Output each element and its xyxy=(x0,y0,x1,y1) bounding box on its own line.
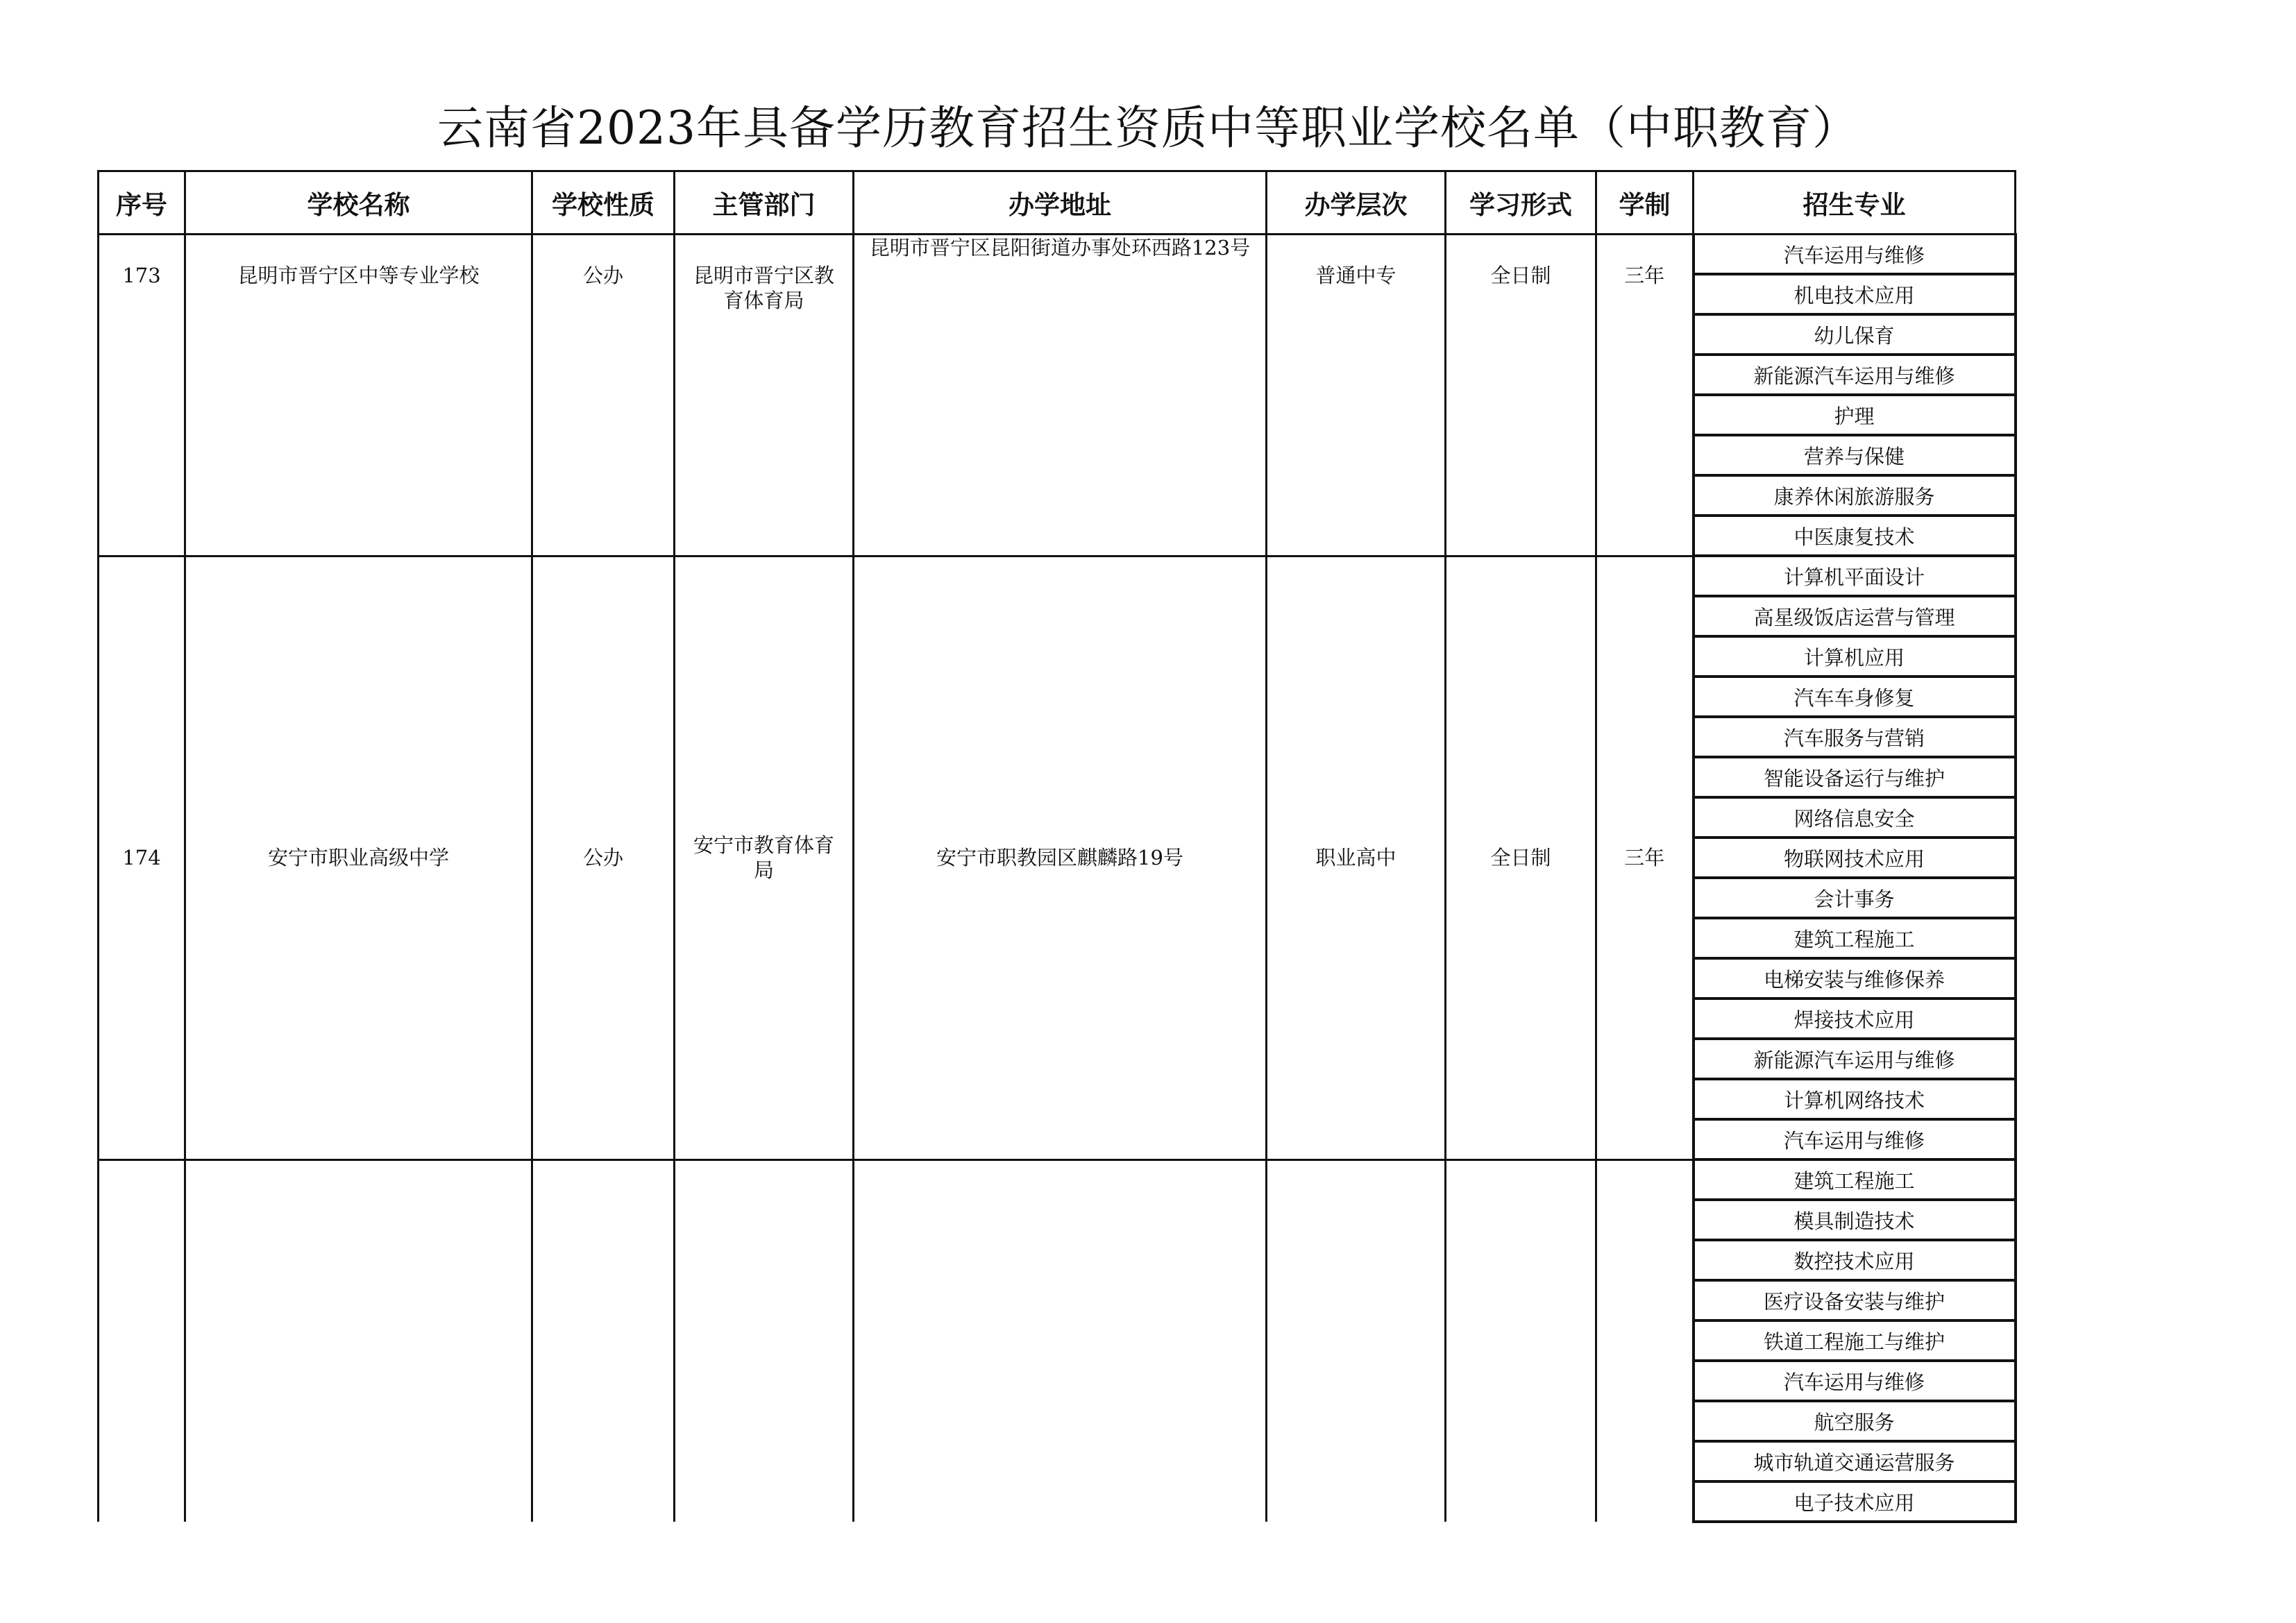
school-address: 安宁市职教园区麒麟路19号 xyxy=(854,556,1267,1159)
major-cell: 数控技术应用 xyxy=(1694,1240,2016,1280)
major-cell: 建筑工程施工 xyxy=(1694,1159,2016,1200)
school-seq: 173 xyxy=(99,235,185,556)
major-cell: 智能设备运行与维护 xyxy=(1694,757,2016,797)
header-department: 主管部门 xyxy=(675,171,854,235)
major-cell: 机电技术应用 xyxy=(1694,274,2016,314)
school-level: 职业高中 xyxy=(1267,556,1446,1159)
major-cell: 建筑工程施工 xyxy=(1694,918,2016,958)
table-row xyxy=(99,1159,2016,1200)
major-cell: 汽车运用与维修 xyxy=(1694,235,2016,275)
school-duration xyxy=(1596,1159,1694,1522)
school-address: 昆明市晋宁区昆阳街道办事处环西路123号 xyxy=(854,235,1267,556)
major-cell: 计算机应用 xyxy=(1694,636,2016,677)
header-school-type: 学校性质 xyxy=(532,171,675,235)
header-seq: 序号 xyxy=(99,171,185,235)
school-department: 安宁市教育体育局 xyxy=(675,556,854,1159)
header-school-name: 学校名称 xyxy=(185,171,532,235)
major-cell: 护理 xyxy=(1694,395,2016,435)
school-address xyxy=(854,1159,1267,1522)
school-department xyxy=(675,1159,854,1522)
major-cell: 幼儿保育 xyxy=(1694,314,2016,355)
school-name: 昆明市晋宁区中等专业学校 xyxy=(185,235,532,556)
school-study-form xyxy=(1446,1159,1596,1522)
school-type xyxy=(532,1159,675,1522)
school-type: 公办 xyxy=(532,556,675,1159)
major-cell: 计算机网络技术 xyxy=(1694,1079,2016,1119)
table-row xyxy=(99,235,2016,275)
header-level: 办学层次 xyxy=(1267,171,1446,235)
header-majors: 招生专业 xyxy=(1694,171,2016,235)
school-duration: 三年 xyxy=(1596,556,1694,1159)
school-seq: 174 xyxy=(99,556,185,1159)
major-cell: 新能源汽车运用与维修 xyxy=(1694,355,2016,395)
table-row xyxy=(99,556,2016,596)
major-cell: 计算机平面设计 xyxy=(1694,556,2016,596)
major-cell: 城市轨道交通运营服务 xyxy=(1694,1441,2016,1481)
major-cell: 模具制造技术 xyxy=(1694,1200,2016,1240)
major-cell: 电子技术应用 xyxy=(1694,1481,2016,1522)
school-list-table-wrapper xyxy=(97,170,2017,1523)
major-cell: 医疗设备安装与维护 xyxy=(1694,1280,2016,1320)
major-cell: 汽车运用与维修 xyxy=(1694,1361,2016,1401)
major-cell: 汽车服务与营销 xyxy=(1694,717,2016,757)
major-cell: 焊接技术应用 xyxy=(1694,999,2016,1039)
header-address: 办学地址 xyxy=(854,171,1267,235)
major-cell: 营养与保健 xyxy=(1694,435,2016,475)
school-name: 安宁市职业高级中学 xyxy=(185,556,532,1159)
major-cell: 铁道工程施工与维护 xyxy=(1694,1320,2016,1361)
major-cell: 网络信息安全 xyxy=(1694,797,2016,838)
school-study-form: 全日制 xyxy=(1446,556,1596,1159)
header-duration: 学制 xyxy=(1596,171,1694,235)
school-department: 昆明市晋宁区教育体育局 xyxy=(675,235,854,556)
major-cell: 康养休闲旅游服务 xyxy=(1694,475,2016,516)
document-title: 云南省2023年具备学历教育招生资质中等职业学校名单（中职教育） xyxy=(437,101,1859,155)
school-name xyxy=(185,1159,532,1522)
major-cell: 物联网技术应用 xyxy=(1694,838,2016,878)
header-study-form: 学习形式 xyxy=(1446,171,1596,235)
major-cell: 汽车运用与维修 xyxy=(1694,1119,2016,1159)
table-header-row xyxy=(99,171,2016,235)
table-body xyxy=(99,235,2016,1522)
school-type: 公办 xyxy=(532,235,675,556)
major-cell: 新能源汽车运用与维修 xyxy=(1694,1039,2016,1079)
school-list-table xyxy=(97,170,2017,1523)
school-duration: 三年 xyxy=(1596,235,1694,556)
major-cell: 中医康复技术 xyxy=(1694,516,2016,556)
school-level xyxy=(1267,1159,1446,1522)
school-study-form: 全日制 xyxy=(1446,235,1596,556)
major-cell: 电梯安装与维修保养 xyxy=(1694,958,2016,999)
major-cell: 高星级饭店运营与管理 xyxy=(1694,596,2016,636)
school-seq xyxy=(99,1159,185,1522)
school-level: 普通中专 xyxy=(1267,235,1446,556)
major-cell: 航空服务 xyxy=(1694,1401,2016,1441)
major-cell: 汽车车身修复 xyxy=(1694,677,2016,717)
major-cell: 会计事务 xyxy=(1694,878,2016,918)
